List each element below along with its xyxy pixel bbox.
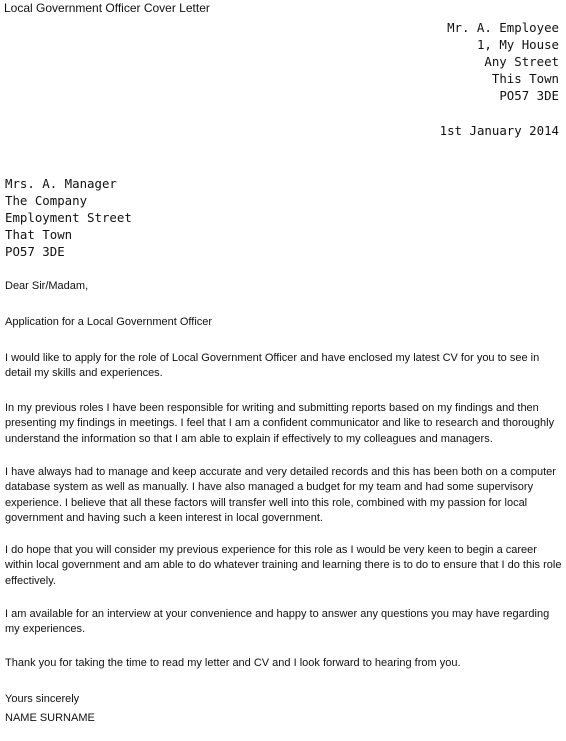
recipient-postcode: PO57 3DE [5, 244, 65, 259]
sender-postcode: PO57 3DE [499, 88, 559, 103]
sender-house: 1, My House [476, 37, 559, 52]
recipient-town: That Town [5, 227, 73, 242]
document-title: Local Government Officer Cover Letter [4, 1, 210, 15]
recipient-company: The Company [5, 193, 88, 208]
paragraph-thanks: Thank you for taking the time to read my letter and CV and I look forward to hearing from you. [5, 657, 461, 669]
recipient-address [5, 175, 132, 260]
salutation: Dear Sir/Madam, [5, 280, 89, 292]
sender-name: Mr. A. Employee [447, 20, 559, 35]
sender-address [447, 19, 559, 104]
letter-date: 1st January 2014 [439, 123, 559, 138]
paragraph-availability: I am available for an interview at your convenience and happy to answer any questions you may have regarding my experiences. [5, 608, 550, 636]
sender-street: Any Street [484, 54, 559, 69]
signature-name: NAME SURNAME [5, 712, 95, 724]
subject-line: Application for a Local Government Officer [5, 316, 213, 328]
paragraph-application: I would like to apply for the role of Local Government Officer and have enclosed my latest CV for you to see in detail my skills and experiences. [5, 352, 540, 380]
paragraph-records: I have always had to manage and keep accurate and very detailed records and this has been both on a computer database system as well as manually. I have also managed a budget for my team and had some supervisory experience. I believe that all these factors will transfer well into this role, combined with my passion for local government and having such a keen interest in local government. [5, 466, 556, 525]
sender-town: This Town [491, 71, 559, 86]
paragraph-consideration: I do hope that you will consider my previous experience for this role as I would be very keen to begin a career within local government and am able to do whatever training and learning there is to do to ensure that I do this role effectively. [5, 544, 562, 587]
recipient-name: Mrs. A. Manager [5, 176, 117, 191]
closing: Yours sincerely [5, 693, 80, 705]
recipient-street: Employment Street [5, 210, 132, 225]
paragraph-previous-roles: In my previous roles I have been responsible for writing and submitting reports based on my findings and then presenting my findings in meetings. I feel that I am a confident communicator and like to research and thoroughly understand the information so that I am able to explain if effectively to my colleagues and managers. [5, 402, 555, 445]
